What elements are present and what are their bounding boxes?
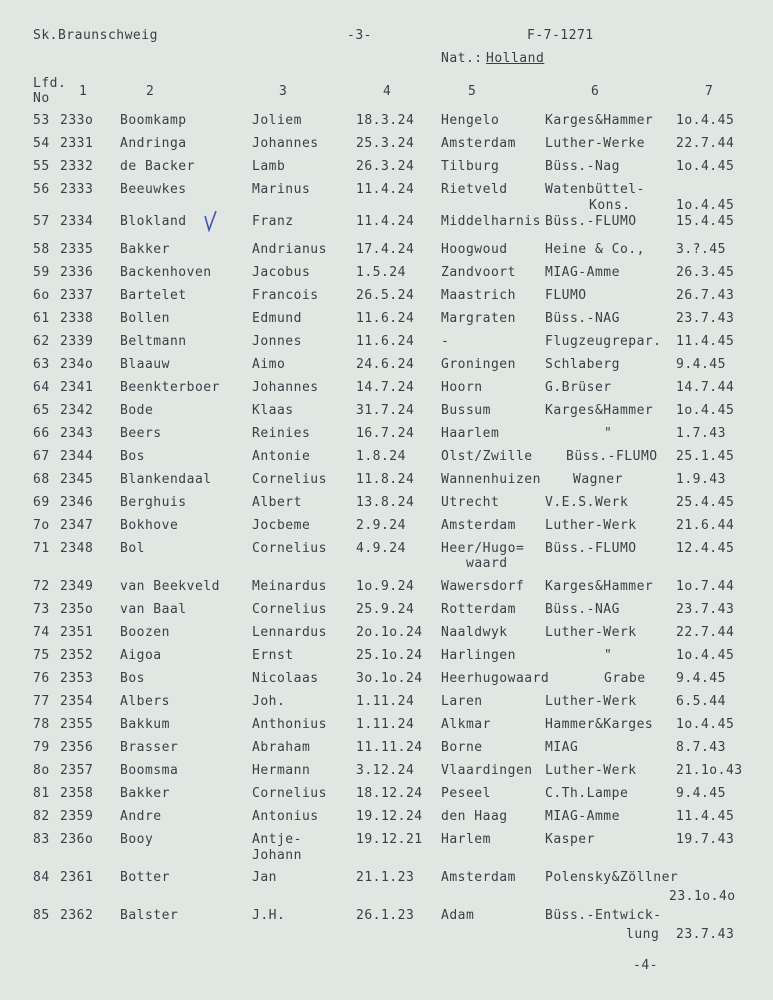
cell-place: Hoorn [441,380,483,395]
cell-place: Borne [441,740,483,755]
footer-page-ref: -4- [633,958,658,973]
cell-surname: Bollen [120,311,170,326]
cell-first: Anthonius [252,717,327,732]
cell-num: 236o [60,832,94,847]
cell-employer: Flugzeugrepar. [545,334,662,349]
cell-lfd: 8o [33,763,50,778]
cell-dob: 19.12.24 [356,809,423,824]
cell-lfd: 59 [33,265,50,280]
cell-lfd: 78 [33,717,50,732]
cell-employer: Büss.-FLUMO [566,449,658,464]
cell-place-line2: waard [466,556,508,571]
cell-employer: " [604,426,613,441]
cell-dob: 11.8.24 [356,472,415,487]
cell-lfd: 53 [33,113,50,128]
cell-first: Antje- [252,832,302,847]
cell-surname: Bokhove [120,518,179,533]
cell-surname: Bakker [120,242,170,257]
cell-date: 9.4.45 [676,786,726,801]
cell-surname: Botter [120,870,170,885]
cell-dob: 21.1.23 [356,870,415,885]
cell-date: 25.1.45 [676,449,735,464]
cell-date: 1o.4.45 [676,717,735,732]
cell-dob: 3o.1o.24 [356,671,423,686]
cell-dob: 26.1.23 [356,908,415,923]
cell-surname: Balster [120,908,179,923]
cell-date: 1o.4.45 [676,113,735,128]
cell-surname: Boomkamp [120,113,187,128]
cell-num: 2352 [60,648,94,663]
cell-place: Bussum [441,403,491,418]
cell-employer: " [604,648,613,663]
cell-lfd: 7o [33,518,50,533]
cell-employer: G.Brüser [545,380,612,395]
cell-dob: 16.7.24 [356,426,415,441]
cell-num: 2357 [60,763,94,778]
cell-employer: Büss.-Entwick- [545,908,662,923]
cell-num: 2342 [60,403,94,418]
cell-employer: FLUMO [545,288,587,303]
cell-first: J.H. [252,908,286,923]
cell-place: Harlingen [441,648,516,663]
cell-surname: Bakker [120,786,170,801]
cell-first: Joh. [252,694,286,709]
cell-surname: Beeuwkes [120,182,187,197]
cell-num: 2354 [60,694,94,709]
cell-date: 12.4.45 [676,541,735,556]
cell-lfd: 64 [33,380,50,395]
cell-dob: 3.12.24 [356,763,415,778]
cell-surname: Andre [120,809,162,824]
cell-place: Groningen [441,357,516,372]
cell-lfd: 81 [33,786,50,801]
nationality-label: Nat.: [441,51,483,66]
cell-lfd: 73 [33,602,50,617]
cell-num: 2358 [60,786,94,801]
cell-employer: Karges&Hammer [545,579,654,594]
cell-date: 1o.4.45 [676,198,735,213]
cell-dob: 11.4.24 [356,214,415,229]
cell-dob: 26.5.24 [356,288,415,303]
cell-date: 6.5.44 [676,694,726,709]
cell-date: 1o.4.45 [676,648,735,663]
cell-dob: 2.9.24 [356,518,406,533]
cell-num: 2338 [60,311,94,326]
cell-surname: Blaauw [120,357,170,372]
cell-place: Wawersdorf [441,579,525,594]
cell-employer: Schlaberg [545,357,620,372]
cell-first: Cornelius [252,472,327,487]
cell-dob: 1.8.24 [356,449,406,464]
cell-first: Joliem [252,113,302,128]
cell-place: den Haag [441,809,508,824]
cell-employer: MIAG-Amme [545,265,620,280]
cell-date: 23.1o.4o [669,889,736,904]
cell-num: 235o [60,602,94,617]
cell-lfd: 68 [33,472,50,487]
cell-date: 14.7.44 [676,380,735,395]
cell-lfd: 77 [33,694,50,709]
cell-lfd: 57 [33,214,50,229]
cell-first-line2: Johann [252,848,302,863]
cell-lfd: 65 [33,403,50,418]
cell-place: Amsterdam [441,136,516,151]
cell-num: 2349 [60,579,94,594]
cell-first: Antonius [252,809,319,824]
cell-employer: Karges&Hammer [545,113,654,128]
cell-place: Naaldwyk [441,625,508,640]
cell-lfd: 79 [33,740,50,755]
cell-place: Peseel [441,786,491,801]
cell-employer: Luther-Werk [545,518,637,533]
cell-first: Jocbeme [252,518,311,533]
cell-surname: Aigoa [120,648,162,663]
cell-first: Jonnes [252,334,302,349]
cell-num: 2333 [60,182,94,197]
col-header-2: 2 [146,84,155,99]
col-header-1: 1 [79,84,88,99]
cell-lfd: 66 [33,426,50,441]
cell-place: Laren [441,694,483,709]
cell-employer: Watenbüttel- [545,182,645,197]
cell-place: Hoogwoud [441,242,508,257]
table-row [0,907,773,947]
cell-date: 22.7.44 [676,625,735,640]
cell-date: 26.3.45 [676,265,735,280]
cell-place: Utrecht [441,495,500,510]
cell-first: Edmund [252,311,302,326]
cell-surname: van Baal [120,602,187,617]
cell-date: 23.7.43 [676,927,735,942]
cell-num: 233o [60,113,94,128]
cell-date: 11.4.45 [676,334,735,349]
cell-employer: Wagner [573,472,623,487]
cell-num: 2334 [60,214,94,229]
cell-surname: Albers [120,694,170,709]
cell-employer: Büss.-Nag [545,159,620,174]
cell-first: Hermann [252,763,311,778]
cell-lfd: 6o [33,288,50,303]
cell-surname: Booy [120,832,154,847]
cell-first: Abraham [252,740,311,755]
nationality-value: Holland [486,51,545,66]
cell-first: Cornelius [252,541,327,556]
col-header-5: 5 [468,84,477,99]
col-header-3: 3 [279,84,288,99]
checkmark-icon [204,210,218,232]
cell-place: Heerhugowaard [441,671,550,686]
header-left: Sk.Braunschweig [33,28,158,43]
cell-date: 3.?.45 [676,242,726,257]
cell-surname: Andringa [120,136,187,151]
cell-place: Harlem [441,832,491,847]
cell-surname: de Backer [120,159,195,174]
cell-dob: 18.3.24 [356,113,415,128]
cell-dob: 11.6.24 [356,334,415,349]
cell-date: 21.1o.43 [676,763,743,778]
cell-lfd: 76 [33,671,50,686]
col-header-6: 6 [591,84,600,99]
cell-first: Andrianus [252,242,327,257]
cell-place: Zandvoort [441,265,516,280]
cell-first: Nicolaas [252,671,319,686]
cell-employer-line2: Kons. [589,198,631,213]
cell-surname: Beltmann [120,334,187,349]
cell-dob: 26.3.24 [356,159,415,174]
cell-lfd: 54 [33,136,50,151]
cell-surname: Bartelet [120,288,187,303]
cell-num: 2337 [60,288,94,303]
cell-date: 9.4.45 [676,671,726,686]
cell-dob: 2o.1o.24 [356,625,423,640]
cell-employer: Luther-Werk [545,625,637,640]
cell-num: 2346 [60,495,94,510]
cell-num: 2362 [60,908,94,923]
cell-surname: Boozen [120,625,170,640]
cell-num: 234o [60,357,94,372]
cell-lfd: 71 [33,541,50,556]
cell-dob: 11.11.24 [356,740,423,755]
cell-lfd: 74 [33,625,50,640]
cell-num: 2351 [60,625,94,640]
cell-place: Wannenhuizen [441,472,541,487]
cell-place: Adam [441,908,475,923]
col-header-7: 7 [705,84,714,99]
cell-first: Francois [252,288,319,303]
cell-lfd: 56 [33,182,50,197]
cell-num: 2359 [60,809,94,824]
cell-employer: Büss.-FLUMO [545,541,637,556]
cell-lfd: 69 [33,495,50,510]
cell-dob: 11.4.24 [356,182,415,197]
cell-date: 15.4.45 [676,214,735,229]
cell-num: 2348 [60,541,94,556]
cell-lfd: 67 [33,449,50,464]
cell-num: 2343 [60,426,94,441]
cell-dob: 25.9.24 [356,602,415,617]
cell-dob: 17.4.24 [356,242,415,257]
cell-first: Klaas [252,403,294,418]
cell-date: 11.4.45 [676,809,735,824]
table-row [0,540,773,580]
cell-lfd: 84 [33,870,50,885]
cell-date: 25.4.45 [676,495,735,510]
cell-surname: Backenhoven [120,265,212,280]
cell-date: 23.7.43 [676,602,735,617]
cell-dob: 31.7.24 [356,403,415,418]
cell-place: Margraten [441,311,516,326]
cell-date: 1.9.43 [676,472,726,487]
cell-surname: Bode [120,403,154,418]
cell-dob: 4.9.24 [356,541,406,556]
cell-num: 2345 [60,472,94,487]
cell-num: 2341 [60,380,94,395]
cell-first: Franz [252,214,294,229]
cell-lfd: 55 [33,159,50,174]
cell-dob: 1o.9.24 [356,579,415,594]
cell-first: Johannes [252,380,319,395]
cell-first: Meinardus [252,579,327,594]
cell-num: 2347 [60,518,94,533]
cell-dob: 14.7.24 [356,380,415,395]
cell-first: Lamb [252,159,286,174]
cell-place: Middelharnis [441,214,541,229]
cell-date: 9.4.45 [676,357,726,372]
cell-employer: Hammer&Karges [545,717,654,732]
table-row [0,869,773,909]
cell-place: Rietveld [441,182,508,197]
cell-employer: Kasper [545,832,595,847]
cell-date: 1o.7.44 [676,579,735,594]
cell-date: 23.7.43 [676,311,735,326]
cell-dob: 18.12.24 [356,786,423,801]
cell-first: Cornelius [252,602,327,617]
cell-first: Cornelius [252,786,327,801]
cell-place: Maastrich [441,288,516,303]
cell-date: 26.7.43 [676,288,735,303]
cell-first: Reinies [252,426,311,441]
cell-dob: 13.8.24 [356,495,415,510]
cell-lfd: 63 [33,357,50,372]
cell-place: Vlaardingen [441,763,533,778]
cell-num: 2331 [60,136,94,151]
cell-date: 21.6.44 [676,518,735,533]
cell-num: 2355 [60,717,94,732]
cell-employer: Büss.-NAG [545,311,620,326]
check-mark [204,210,218,236]
cell-num: 2344 [60,449,94,464]
cell-dob: 1.11.24 [356,717,415,732]
cell-employer: MIAG-Amme [545,809,620,824]
cell-first: Jacobus [252,265,311,280]
cell-place: Alkmar [441,717,491,732]
cell-dob: 25.3.24 [356,136,415,151]
cell-surname: Bos [120,671,145,686]
cell-lfd: 83 [33,832,50,847]
cell-place: Heer/Hugo= [441,541,525,556]
cell-first: Marinus [252,182,311,197]
cell-first: Johannes [252,136,319,151]
cell-date: 8.7.43 [676,740,726,755]
cell-place: Amsterdam [441,518,516,533]
cell-dob: 1.11.24 [356,694,415,709]
cell-place: Rotterdam [441,602,516,617]
cell-lfd: 85 [33,908,50,923]
cell-first: Albert [252,495,302,510]
cell-surname: van Beekveld [120,579,220,594]
cell-surname: Bakkum [120,717,170,732]
cell-dob: 19.12.21 [356,832,423,847]
col-header-4: 4 [383,84,392,99]
cell-employer: MIAG [545,740,579,755]
cell-employer: Heine & Co., [545,242,645,257]
cell-lfd: 72 [33,579,50,594]
cell-first: Antonie [252,449,311,464]
cell-surname: Blokland [120,214,187,229]
cell-dob: 24.6.24 [356,357,415,372]
cell-surname: Beenkterboer [120,380,220,395]
cell-place: Tilburg [441,159,500,174]
cell-employer: Karges&Hammer [545,403,654,418]
cell-employer: Büss.-NAG [545,602,620,617]
cell-employer: V.E.S.Werk [545,495,629,510]
cell-dob: 25.1o.24 [356,648,423,663]
cell-employer: C.Th.Lampe [545,786,629,801]
col-header-lfd: Lfd. [33,76,67,91]
cell-place: Hengelo [441,113,500,128]
cell-employer: Luther-Werke [545,136,645,151]
page-number: -3- [347,28,372,43]
cell-place: - [441,334,450,349]
cell-num: 2339 [60,334,94,349]
cell-date: 1.7.43 [676,426,726,441]
cell-lfd: 82 [33,809,50,824]
cell-surname: Bol [120,541,145,556]
file-reference: F-7-1271 [527,28,594,43]
cell-first: Aimo [252,357,286,372]
cell-num: 2361 [60,870,94,885]
cell-num: 2336 [60,265,94,280]
col-header-no: No [33,91,50,106]
cell-num: 2356 [60,740,94,755]
cell-employer: Luther-Werk [545,694,637,709]
cell-place: Olst/Zwille [441,449,533,464]
cell-lfd: 61 [33,311,50,326]
cell-employer: Büss.-FLUMO [545,214,637,229]
cell-first: Ernst [252,648,294,663]
cell-num: 2353 [60,671,94,686]
cell-surname: Berghuis [120,495,187,510]
cell-num: 2335 [60,242,94,257]
cell-date: 22.7.44 [676,136,735,151]
cell-date: 19.7.43 [676,832,735,847]
cell-dob: 11.6.24 [356,311,415,326]
cell-place: Amsterdam [441,870,516,885]
cell-num: 2332 [60,159,94,174]
cell-surname: Brasser [120,740,179,755]
cell-surname: Blankendaal [120,472,212,487]
table-row [0,831,773,871]
cell-surname: Beers [120,426,162,441]
cell-place: Haarlem [441,426,500,441]
cell-surname: Boomsma [120,763,179,778]
cell-date: 1o.4.45 [676,403,735,418]
cell-date: 1o.4.45 [676,159,735,174]
cell-employer: Grabe [604,671,646,686]
cell-lfd: 58 [33,242,50,257]
cell-first: Jan [252,870,277,885]
cell-lfd: 75 [33,648,50,663]
cell-dob: 1.5.24 [356,265,406,280]
cell-first: Lennardus [252,625,327,640]
cell-employer: Luther-Werk [545,763,637,778]
cell-surname: Bos [120,449,145,464]
cell-lfd: 62 [33,334,50,349]
cell-employer: Polensky&Zöllner [545,870,679,885]
cell-employer-line2: lung [626,927,660,942]
